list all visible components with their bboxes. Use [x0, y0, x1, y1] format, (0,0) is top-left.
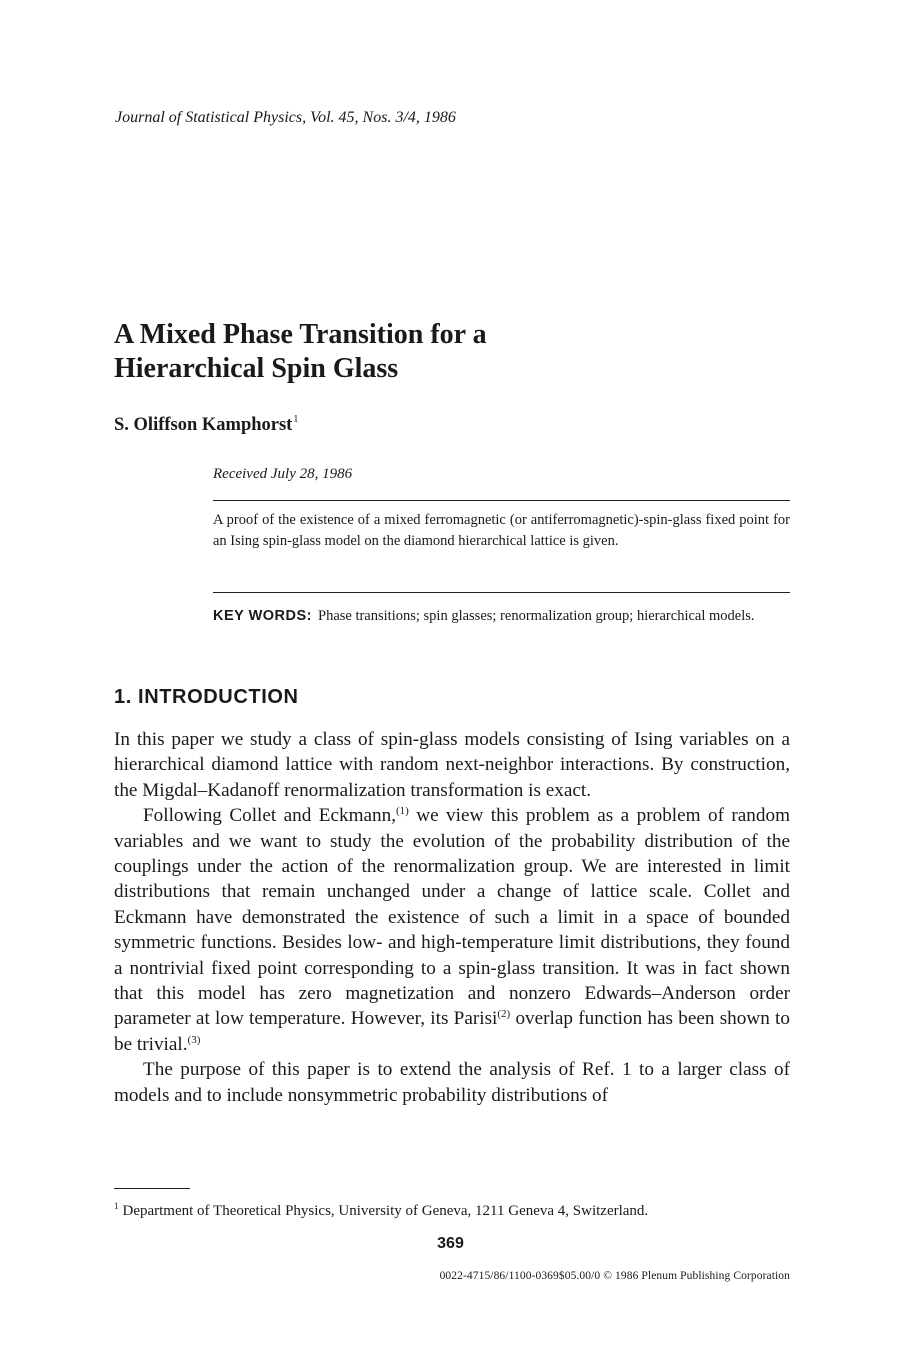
copyright-line: 0022-4715/86/1100-0369$05.00/0 © 1986 Plenum Publishing Corporation [439, 1270, 790, 1282]
abstract: A proof of the existence of a mixed ferromagnetic (or antiferromagnetic)-spin-glass fixed point for an Ising spin-glass model on the diamond hierarchical lattice is given. [213, 512, 790, 549]
paragraph-2-part-c: overlap function has been shown to be trivial. [114, 1008, 790, 1055]
footnote-mark: 1 [114, 1201, 119, 1211]
paragraph-2 [114, 803, 790, 1057]
paper-title-line-2: Hierarchical Spin Glass [114, 353, 399, 384]
citation-ref-1: (1) [396, 805, 409, 818]
keywords [213, 606, 790, 627]
paragraph-2-part-b: we view this problem as a problem of random variables and we want to study the evolution of the probability distribution of the couplings under the action of the renormalization group. We are interested in limit distributions that remain unchanged under a change of lattice scale. Collet and Eckmann have demonstrated the existence of such a limit in a space of bounded symmetric functions. Besides low- and high-temperature limit distributions, they found a nontrivial fixed point corresponding to a spin-glass transition. It was in fact shown that this model has zero magnetization and nonzero Edwards–Anderson order parameter at low temperature. However, its Parisi [114, 805, 790, 1030]
received-date: Received July 28, 1986 [213, 466, 353, 482]
keywords-text: Phase transitions; spin glasses; renormalization group; hierarchical models. [318, 608, 755, 624]
abstract-top-rule [213, 500, 790, 501]
citation-ref-3: (3) [187, 1033, 201, 1046]
paragraph-2-part-a: Following Collet and Eckmann, [143, 805, 397, 827]
paragraph-1: In this paper we study a class of spin-glass models consisting of Ising variables on a hierarchical diamond lattice with random next-neighbor interactions. By construction, the Migdal–Kadanoff renormalization transformation is exact. [114, 729, 790, 801]
footnote [114, 1201, 648, 1220]
paper-title-line-1: A Mixed Phase Transition for a [114, 319, 487, 350]
body-text [114, 727, 790, 1108]
author-footnote-mark: 1 [293, 414, 299, 425]
page-number: 369 [437, 1235, 464, 1252]
footnote-text: Department of Theoretical Physics, University of Geneva, 1211 Geneva 4, Switzerland. [122, 1203, 649, 1219]
paragraph-3: The purpose of this paper is to extend the analysis of Ref. 1 to a larger class of models and to include nonsymmetric probability distributions of [114, 1059, 790, 1106]
keywords-label: KEY WORDS: [213, 608, 312, 624]
abstract-bottom-rule [213, 592, 790, 593]
author-line [114, 414, 298, 436]
citation-ref-2: (2) [497, 1008, 511, 1021]
journal-citation: Journal of Statistical Physics, Vol. 45, Nos. 3/4, 1986 [115, 109, 456, 126]
footnote-rule [114, 1188, 190, 1189]
section-heading: 1. INTRODUCTION [114, 686, 299, 708]
paper-title [114, 318, 714, 386]
author-name: S. Oliffson Kamphorst [114, 415, 293, 435]
